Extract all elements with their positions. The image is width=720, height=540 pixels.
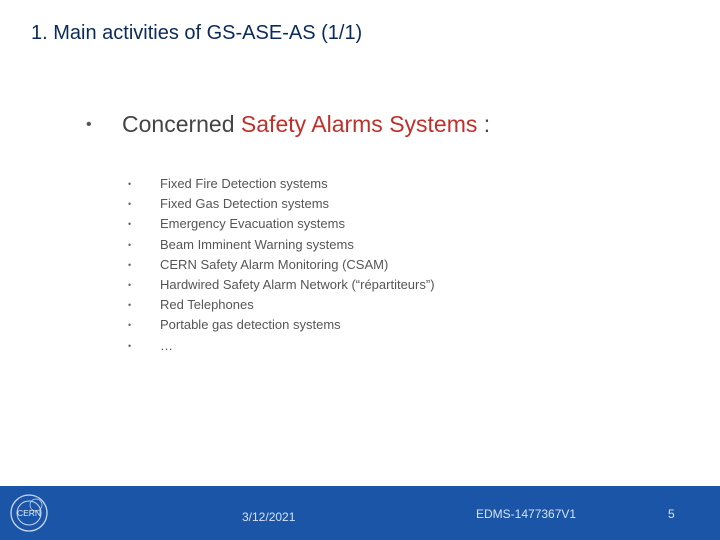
bullet-icon: •: [128, 340, 132, 351]
bullet-icon: •: [128, 219, 132, 230]
bullet-icon: •: [128, 239, 132, 250]
footer-bar: [0, 486, 720, 540]
main-bullet: •: [86, 116, 92, 133]
footer-date: 3/12/2021: [242, 510, 296, 524]
list-item-text: Hardwired Safety Alarm Network (“répartiteurs”): [160, 276, 435, 292]
cern-logo-icon: [8, 492, 50, 534]
list-item-text: Portable gas detection systems: [160, 317, 341, 333]
bullet-icon: •: [128, 279, 132, 290]
bullet-icon: •: [128, 199, 132, 210]
bullet-icon: •: [128, 259, 132, 270]
list-item-text: Emergency Evacuation systems: [160, 216, 345, 232]
logo-text: CERN: [16, 508, 42, 518]
list-item-text: Beam Imminent Warning systems: [160, 236, 354, 252]
page-number: 5: [668, 507, 675, 521]
heading-prefix: Concerned: [122, 111, 241, 137]
list-item-text: …: [160, 337, 173, 353]
footer-doc-ref: EDMS-1477367V1: [476, 507, 577, 521]
bullet-icon: •: [128, 320, 132, 331]
list-item-text: Fixed Gas Detection systems: [160, 196, 330, 212]
bullet-icon: •: [128, 300, 132, 311]
main-heading: [122, 110, 490, 138]
slide-title: 1. Main activities of GS-ASE-AS (1/1): [31, 22, 363, 44]
list-item-text: Fixed Fire Detection systems: [160, 176, 328, 191]
heading-suffix: :: [477, 111, 491, 137]
list-item-text: CERN Safety Alarm Monitoring (CSAM): [160, 256, 389, 272]
bullet-icon: •: [128, 179, 132, 189]
list-item-text: Red Telephones: [160, 297, 254, 313]
heading-highlight: Safety Alarms Systems: [240, 111, 478, 137]
